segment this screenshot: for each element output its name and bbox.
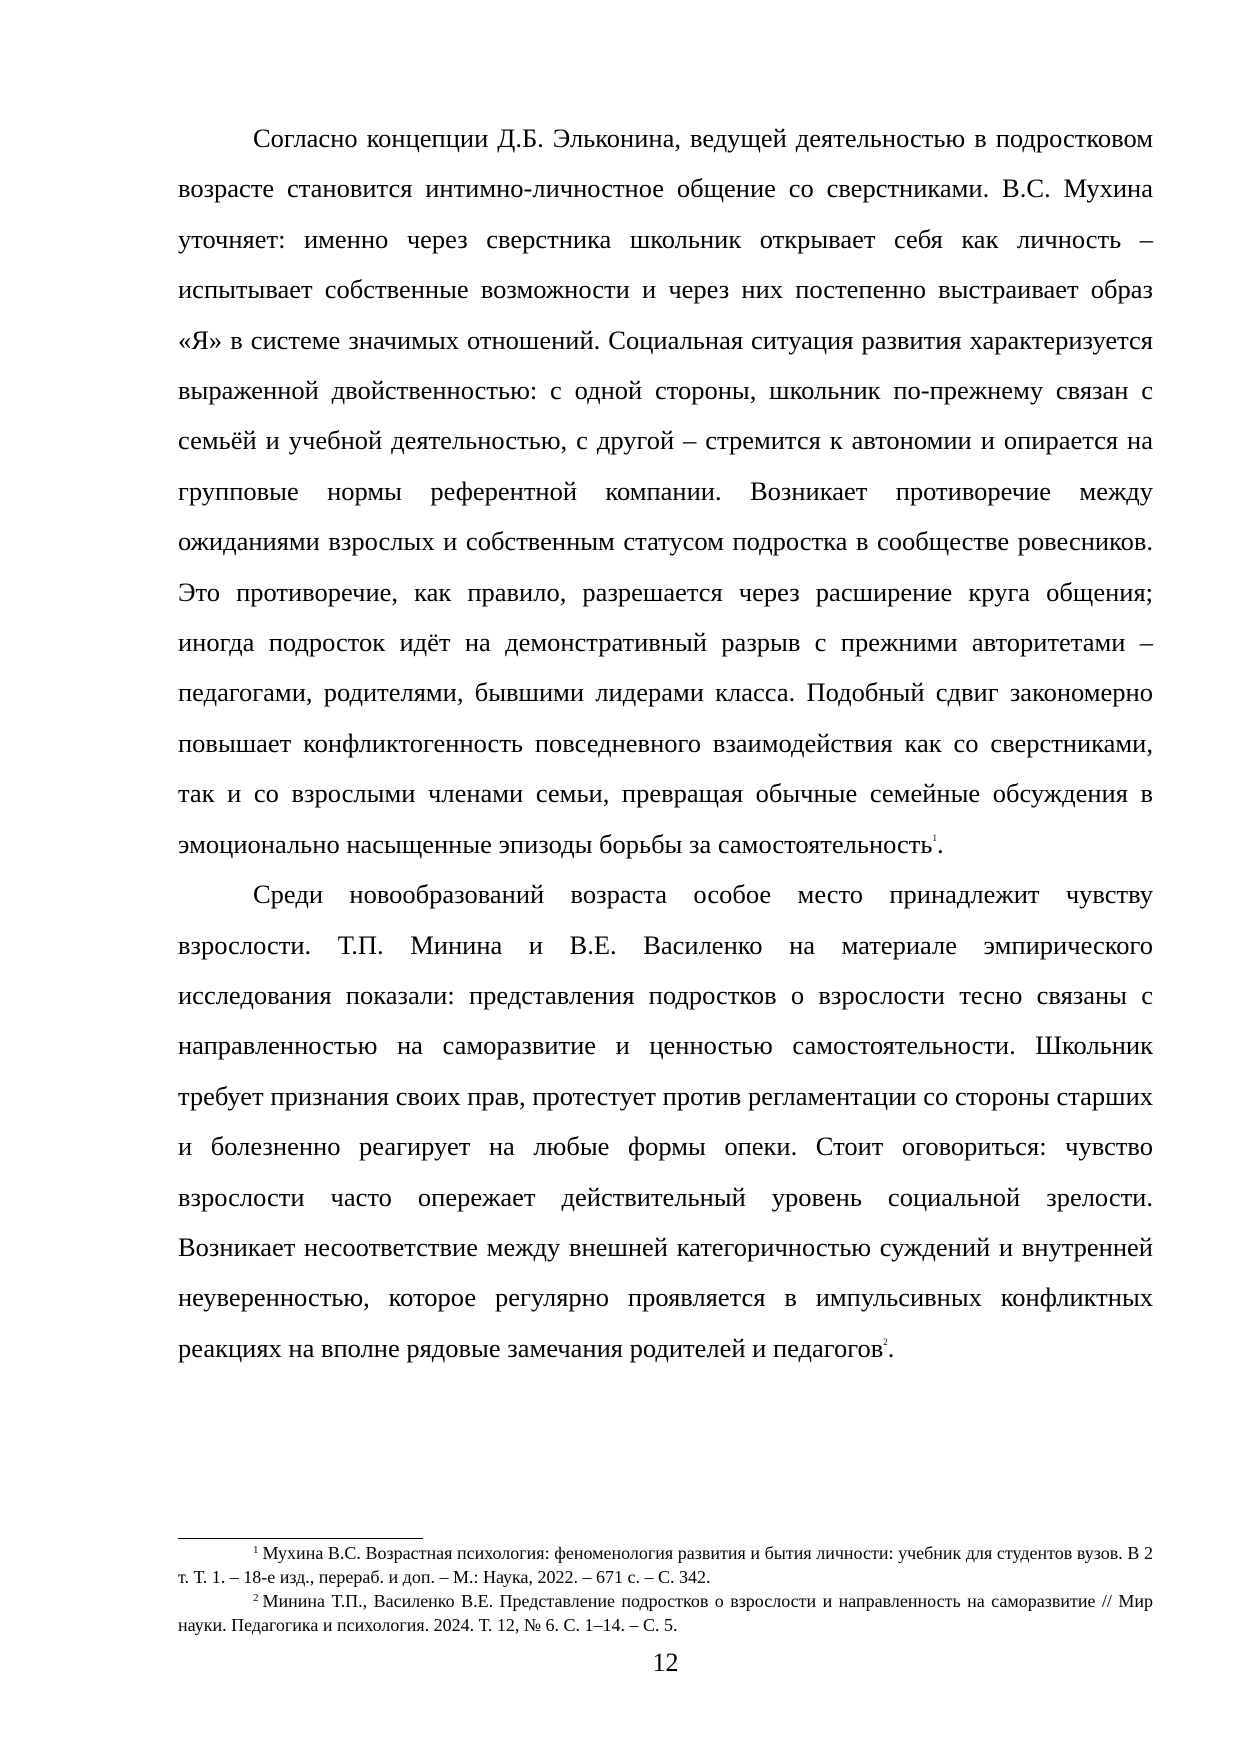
footnotes [178, 1541, 1153, 1637]
paragraph-2-text: Среди новообразований возраста особое место принадлежит чувству взрослости. Т.П. Минина и В.Е. Василенко на материале эмпирического исследования показали: представления подростков о взрослости тесно связаны с направленностью на саморазвитие и ценностью самостоятельности. Школьник требует признания своих прав, протестует против регламентации со стороны старших и болезненно реагирует на любые формы опеки. Стоит оговориться: чувство взрослости часто опережает действительный уровень социальной зрелости. Возникает несоответствие между внешней категоричностью суждений и внутренней неуверенностью, которое регулярно проявляется в импульсивных конфликтных реакциях на вполне рядовые замечания родителей и педагогов [178, 879, 1153, 1363]
paragraph-1-end: . [936, 828, 944, 859]
paragraph-1-text: Согласно концепции Д.Б. Эльконина, ведущей деятельностью в подростковом возрасте становится интимно-личностное общение со сверстниками. В.С. Мухина уточняет: именно через сверстника школьник открывает себя как личность – испытывает собственные возможности и через них постепенно выстраивает образ «Я» в системе значимых отношений. Социальная ситуация развития характеризуется выраженной двойственностью: с одной стороны, школьник по-прежнему связан с семьёй и учебной деятельностью, с другой – стремится к автономии и опирается на групповые нормы референтной компании. Возникает противоречие между ожиданиями взрослых и собственным статусом подростка в сообществе ровесников. Это противоречие, как правило, разрешается через расширение круга общения; иногда подросток идёт на демонстративный разрыв с прежними авторитетами – педагогами, родителями, бывшими лидерами класса. Подобный сдвиг закономерно повышает конфликтогенность повседневного взаимодействия как со сверстниками, так и со взрослыми членами семьи, превращая обычные семейные обсуждения в эмоционально насыщенные эпизоды борьбы за самостоятельность [178, 123, 1153, 859]
footnote-2 [178, 1589, 1153, 1637]
footnote-separator [178, 1538, 423, 1539]
paragraph-1 [178, 113, 1153, 869]
page-number: 12 [652, 1648, 679, 1677]
main-text [178, 113, 1153, 1373]
footnote-1-text: Мухина В.С. Возрастная психология: феноменология развития и бытия личности: учебник для студентов вузов. В 2 т. Т. 1. – 18-е изд., перераб. и доп. – М.: Наука, 2022. – 671 с. – С. 342. [178, 1543, 1153, 1587]
paragraph-2 [178, 869, 1153, 1373]
footnote-ref-1[interactable]: 1 [932, 832, 937, 843]
footnote-ref-2[interactable]: 2 [883, 1336, 888, 1347]
footnote-2-text: Минина Т.П., Василенко В.Е. Представление подростков о взрослости и направленность на саморазвитие // Мир науки. Педагогика и психология. 2024. Т. 12, № 6. С. 1–14. – С. 5. [178, 1591, 1153, 1635]
footnote-2-number: 2 [253, 1592, 259, 1604]
paragraph-2-end: . [887, 1332, 895, 1363]
footnote-1 [178, 1541, 1153, 1589]
footnote-1-number: 1 [253, 1544, 259, 1556]
